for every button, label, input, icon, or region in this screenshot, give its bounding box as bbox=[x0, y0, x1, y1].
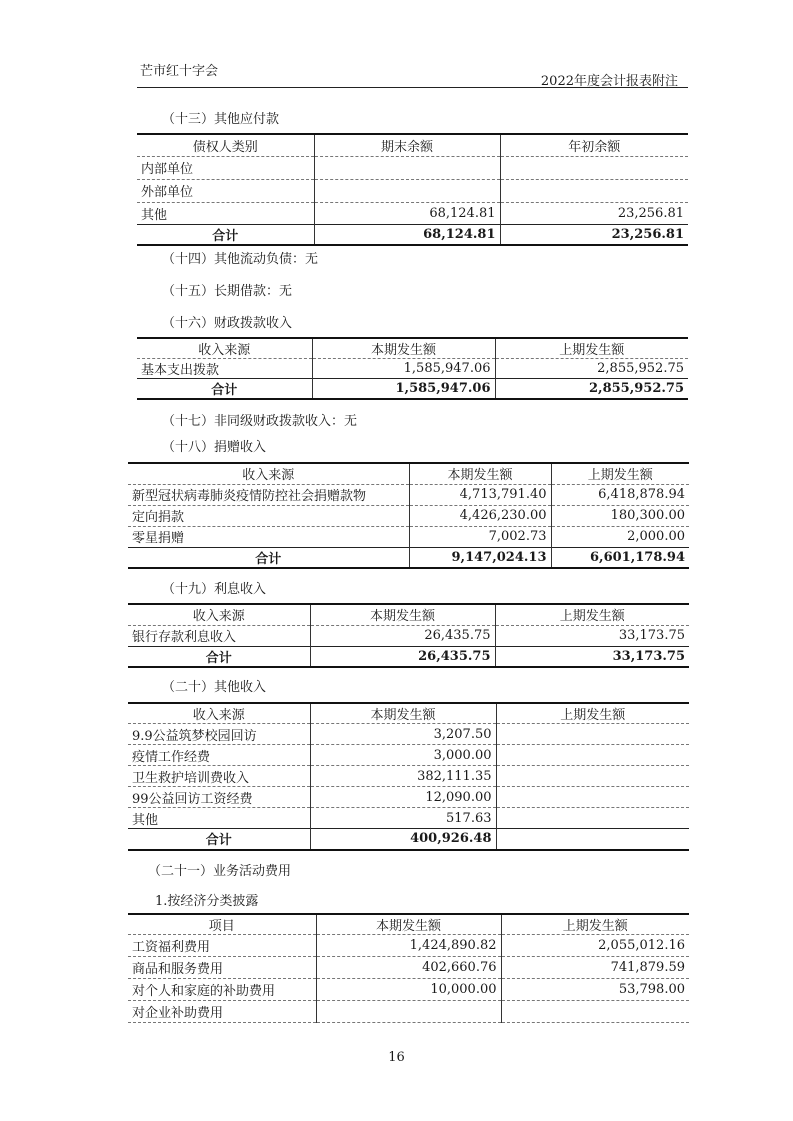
col-header: 上期发生额 bbox=[496, 703, 689, 724]
table-cell: 对个人和家庭的补助费用 bbox=[128, 979, 316, 1001]
table-cell: 疫情工作经费 bbox=[128, 745, 310, 766]
header-org: 芒市红十字会 bbox=[140, 64, 219, 79]
table-cell: 1,585,947.06 bbox=[312, 359, 495, 379]
table-cell: 4,426,230.00 bbox=[409, 505, 551, 526]
table-cell: 517.63 bbox=[310, 808, 496, 829]
col-header: 本期发生额 bbox=[409, 463, 551, 484]
table-cell: 商品和服务费用 bbox=[128, 957, 316, 979]
total-row bbox=[128, 829, 689, 850]
col-header: 本期发生额 bbox=[316, 914, 501, 935]
table-other-income bbox=[128, 702, 689, 851]
total-row bbox=[137, 224, 688, 245]
col-header: 收入来源 bbox=[128, 703, 310, 724]
table-cell bbox=[496, 787, 689, 808]
table-cell: 6,418,878.94 bbox=[551, 484, 689, 505]
col-header: 上期发生额 bbox=[495, 604, 689, 625]
table-cell: 68,124.81 bbox=[314, 224, 500, 245]
section-17-title: （十七）非同级财政拨款收入：无 bbox=[162, 414, 358, 429]
table-row bbox=[128, 484, 689, 505]
table-interest-income bbox=[128, 603, 689, 668]
table-cell: 68,124.81 bbox=[314, 202, 500, 224]
table-row bbox=[128, 787, 689, 808]
header-rule bbox=[137, 87, 688, 88]
table-cell: 银行存款利息收入 bbox=[128, 625, 310, 646]
col-header: 本期发生额 bbox=[310, 703, 496, 724]
header-title: 2022年度会计报表附注 bbox=[540, 74, 678, 89]
section-15-title: （十五）长期借款：无 bbox=[162, 284, 293, 299]
table-cell: 合计 bbox=[137, 379, 312, 400]
table-cell: 26,435.75 bbox=[310, 646, 495, 667]
col-header: 本期发生额 bbox=[312, 338, 495, 359]
table-cell: 33,173.75 bbox=[495, 625, 689, 646]
table-cell: 33,173.75 bbox=[495, 646, 689, 667]
table-row bbox=[128, 979, 689, 1001]
table-cell: 合计 bbox=[128, 646, 310, 667]
table-cell bbox=[500, 179, 688, 202]
table-cell: 定向捐款 bbox=[128, 505, 409, 526]
table-cell: 工资福利费用 bbox=[128, 935, 316, 957]
table-cell: 2,855,952.75 bbox=[495, 379, 688, 400]
table-cell: 402,660.76 bbox=[316, 957, 501, 979]
table-business-expenses bbox=[128, 913, 689, 1023]
col-header: 本期发生额 bbox=[310, 604, 495, 625]
table-row bbox=[128, 745, 689, 766]
col-header: 收入来源 bbox=[128, 604, 310, 625]
table-cell: 2,855,952.75 bbox=[495, 359, 688, 379]
table-cell bbox=[316, 1001, 501, 1023]
table-cell: 9,147,024.13 bbox=[409, 547, 551, 568]
table-cell: 新型冠状病毒肺炎疫情防控社会捐赠款物 bbox=[128, 484, 409, 505]
section-19-title: （十九）利息收入 bbox=[162, 582, 267, 597]
table-row bbox=[137, 202, 688, 224]
page-number: 16 bbox=[388, 1050, 405, 1065]
table-cell: 99公益回访工资经费 bbox=[128, 787, 310, 808]
table-row bbox=[128, 935, 689, 957]
table-row bbox=[128, 505, 689, 526]
table-cell: 3,207.50 bbox=[310, 724, 496, 745]
table-cell bbox=[501, 1001, 689, 1023]
table-row bbox=[128, 1001, 689, 1023]
table-cell bbox=[314, 179, 500, 202]
table-cell: 合计 bbox=[128, 547, 409, 568]
table-cell: 26,435.75 bbox=[310, 625, 495, 646]
table-cell: 合计 bbox=[137, 224, 314, 245]
table-cell: 对企业补助费用 bbox=[128, 1001, 316, 1023]
table-cell: 23,256.81 bbox=[500, 224, 688, 245]
table-cell: 6,601,178.94 bbox=[551, 547, 689, 568]
section-14-title: （十四）其他流动负债：无 bbox=[162, 252, 319, 267]
col-header: 债权人类别 bbox=[137, 134, 314, 156]
table-cell bbox=[496, 808, 689, 829]
table-cell: 7,002.73 bbox=[409, 526, 551, 547]
table-cell: 内部单位 bbox=[137, 156, 314, 179]
table-cell bbox=[314, 156, 500, 179]
table-row bbox=[128, 957, 689, 979]
section-20-title: （二十）其他收入 bbox=[162, 680, 267, 695]
section-21-title: （二十一）业务活动费用 bbox=[148, 864, 292, 879]
table-row bbox=[128, 625, 689, 646]
table-cell: 741,879.59 bbox=[501, 957, 689, 979]
table-cell bbox=[496, 745, 689, 766]
col-header: 项目 bbox=[128, 914, 316, 935]
table-cell bbox=[496, 766, 689, 787]
col-header: 上期发生额 bbox=[551, 463, 689, 484]
col-header: 上期发生额 bbox=[501, 914, 689, 935]
total-row bbox=[128, 547, 689, 568]
table-cell: 4,713,791.40 bbox=[409, 484, 551, 505]
table-cell: 零星捐赠 bbox=[128, 526, 409, 547]
col-header: 年初余额 bbox=[500, 134, 688, 156]
table-cell bbox=[496, 829, 689, 850]
table-row bbox=[137, 179, 688, 202]
table-row bbox=[137, 359, 688, 379]
col-header: 期末余额 bbox=[314, 134, 500, 156]
table-cell: 23,256.81 bbox=[500, 202, 688, 224]
section-21-subtitle: 1.按经济分类披露 bbox=[155, 894, 259, 909]
table-cell: 180,300.00 bbox=[551, 505, 689, 526]
table-row bbox=[128, 526, 689, 547]
table-cell: 3,000.00 bbox=[310, 745, 496, 766]
section-13-title: （十三）其他应付款 bbox=[162, 112, 280, 127]
table-other-payables bbox=[137, 133, 688, 246]
table-cell: 12,090.00 bbox=[310, 787, 496, 808]
total-row bbox=[137, 379, 688, 400]
table-cell: 382,111.35 bbox=[310, 766, 496, 787]
table-fiscal-appropriation bbox=[137, 337, 688, 400]
col-header: 收入来源 bbox=[137, 338, 312, 359]
table-cell: 400,926.48 bbox=[310, 829, 496, 850]
section-16-title: （十六）财政拨款收入 bbox=[162, 316, 293, 331]
table-cell: 卫生救护培训费收入 bbox=[128, 766, 310, 787]
table-donation-income bbox=[128, 462, 689, 569]
col-header: 收入来源 bbox=[128, 463, 409, 484]
table-cell bbox=[496, 724, 689, 745]
table-cell: 1,424,890.82 bbox=[316, 935, 501, 957]
table-cell: 9.9公益筑梦校园回访 bbox=[128, 724, 310, 745]
table-cell: 1,585,947.06 bbox=[312, 379, 495, 400]
table-cell: 合计 bbox=[128, 829, 310, 850]
table-cell: 53,798.00 bbox=[501, 979, 689, 1001]
col-header: 上期发生额 bbox=[495, 338, 688, 359]
table-cell: 其他 bbox=[128, 808, 310, 829]
section-18-title: （十八）捐赠收入 bbox=[162, 440, 267, 455]
table-cell: 其他 bbox=[137, 202, 314, 224]
table-cell: 基本支出拨款 bbox=[137, 359, 312, 379]
table-row bbox=[137, 156, 688, 179]
table-cell: 2,055,012.16 bbox=[501, 935, 689, 957]
table-cell: 外部单位 bbox=[137, 179, 314, 202]
total-row bbox=[128, 646, 689, 667]
table-cell bbox=[500, 156, 688, 179]
table-row bbox=[128, 766, 689, 787]
table-row bbox=[128, 724, 689, 745]
table-cell: 10,000.00 bbox=[316, 979, 501, 1001]
table-row bbox=[128, 808, 689, 829]
table-cell: 2,000.00 bbox=[551, 526, 689, 547]
